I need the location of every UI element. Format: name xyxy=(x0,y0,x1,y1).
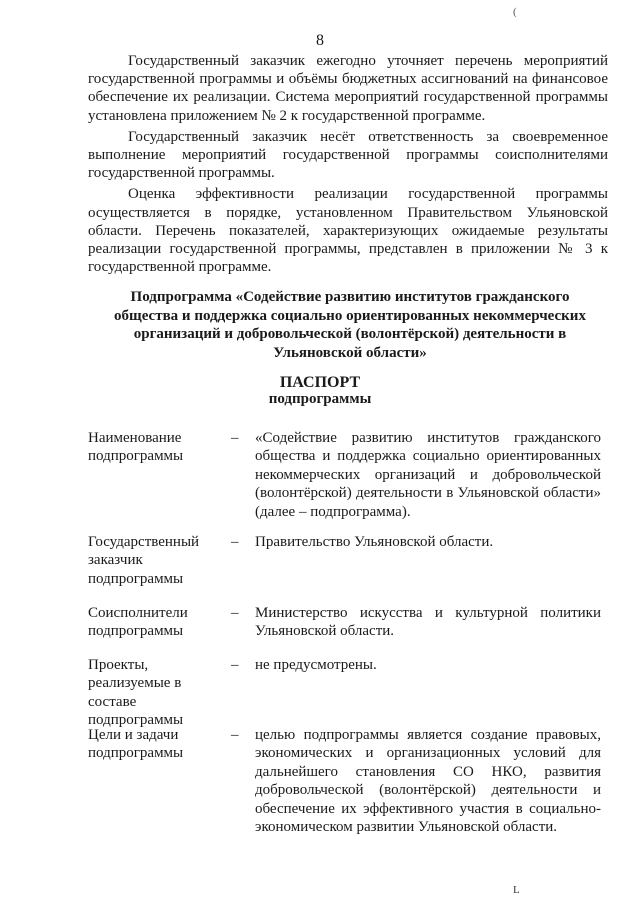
passport-title: ПАСПОРТ xyxy=(279,374,361,391)
scan-mark-bottom: L xyxy=(513,884,520,896)
intro-paragraph: Государственный заказчик ежегодно уточняет перечень мероприятий государственной программы и объёмы бюджетных ассигнований на финансовое обеспечение их реализации. Система мероприятий государственной программы установлена приложением № 2 к государственной программе. xyxy=(88,53,608,124)
intro-paragraph: Оценка эффективности реализации государственной программы осуществляется в порядке, установленном Правительством Ульяновской области. Перечень показателей, характеризующих ожидаемые результаты реализации государственной программы, представлен в приложении № 3 к государственной программе. xyxy=(88,186,608,276)
row-value: целью подпрограммы является создание правовых, экономических и организационных условий для дальнейшего становления СО НКО, развития добровольческой (волонтёрской) деятельности и обеспечение их эффективного участия в социально-экономическом развитии Ульяновской области. xyxy=(255,727,601,836)
row-label: Соисполнители подпрограммы xyxy=(88,605,188,640)
row-label: Государственный заказчик подпрограммы xyxy=(88,534,200,587)
row-value: Министерство искусства и культурной политики Ульяновской области. xyxy=(255,605,601,640)
row-dash: – xyxy=(231,430,239,446)
row-label: Наименование подпрограммы xyxy=(88,430,184,465)
row-dash: – xyxy=(231,727,239,743)
row-label: Проекты, реализуемые в составе подпрограммы xyxy=(88,657,184,729)
page-number: 8 xyxy=(316,32,324,49)
intro-paragraph: Государственный заказчик несёт ответственность за своевременное выполнение мероприятий государственной программы соисполнителями государственной программы. xyxy=(88,128,608,182)
intro-text xyxy=(88,52,608,279)
row-label: Цели и задачи подпрограммы xyxy=(88,727,184,762)
row-value: Правительство Ульяновской области. xyxy=(255,534,494,550)
row-dash: – xyxy=(231,534,239,550)
row-value: «Содействие развитию институтов гражданского общества и поддержка социально ориентированных некоммерческих организаций и добровольческой (волонтёрской) деятельности в Ульяновской области» (далее – подпрограмма). xyxy=(255,430,601,520)
row-dash: – xyxy=(231,657,239,673)
row-dash: – xyxy=(231,605,239,621)
subprogram-title: Подпрограмма «Содействие развитию институтов гражданского общества и поддержка социально ориентированных некоммерческих организаций и добровольческой (волонтёрской) деятельности в Ульяновской области» xyxy=(114,289,586,361)
row-value: не предусмотрены. xyxy=(255,657,377,673)
passport-subtitle: подпрограммы xyxy=(268,391,372,407)
scan-mark-top: ( xyxy=(513,6,517,18)
